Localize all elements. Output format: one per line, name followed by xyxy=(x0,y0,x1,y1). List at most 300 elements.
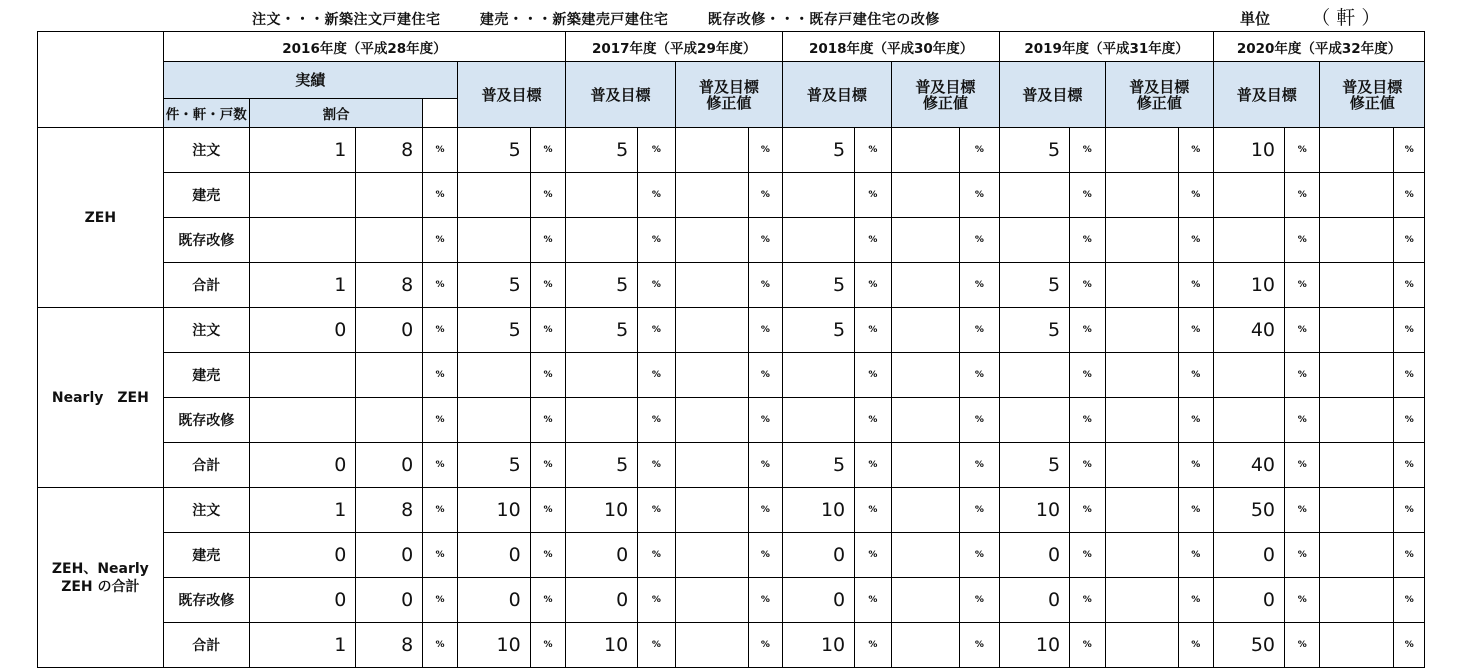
percent-symbol: % xyxy=(1070,533,1105,578)
fukyu-header: 普及目標 xyxy=(457,62,565,128)
shusei-header-line1: 普及目標 xyxy=(915,77,976,96)
percent-symbol: % xyxy=(959,128,1000,173)
row-label: 注文 xyxy=(163,308,249,353)
shusei-header xyxy=(675,62,782,128)
jisseki-header: 実績 xyxy=(163,62,457,99)
revised-2020-cell xyxy=(1320,488,1394,533)
target-2020-cell: 50 xyxy=(1214,488,1285,533)
unit-indicator xyxy=(1240,3,1380,30)
revised-2019-cell xyxy=(1105,353,1178,398)
revised-2020-cell xyxy=(1320,263,1394,308)
group-label: ZEH、Nearly ZEH の合計 xyxy=(38,488,164,668)
percent-symbol: % xyxy=(855,263,892,308)
row-label: 注文 xyxy=(163,488,249,533)
count-cell xyxy=(249,353,355,398)
revised-2017-cell xyxy=(675,488,748,533)
percent-symbol: % xyxy=(959,623,1000,668)
percent-symbol: % xyxy=(959,353,1000,398)
percent-symbol: % xyxy=(1178,218,1213,263)
ratio-cell: 0 xyxy=(356,533,423,578)
percent-symbol: % xyxy=(423,263,457,308)
percent-symbol: % xyxy=(423,578,457,623)
revised-2018-cell xyxy=(891,218,959,263)
target-2018-cell xyxy=(783,173,855,218)
percent-symbol: % xyxy=(1070,623,1105,668)
target-2017-cell: 0 xyxy=(566,533,638,578)
percent-symbol: % xyxy=(530,218,565,263)
target-2018-cell: 10 xyxy=(783,488,855,533)
shusei-header xyxy=(1320,62,1425,128)
percent-symbol: % xyxy=(855,488,892,533)
count-cell: 1 xyxy=(249,128,355,173)
percent-symbol: % xyxy=(638,623,676,668)
zeh-target-table xyxy=(37,31,1425,668)
row-label: 既存改修 xyxy=(163,218,249,263)
row-label: 合計 xyxy=(163,623,249,668)
percent-symbol: % xyxy=(530,398,565,443)
revised-2018-cell xyxy=(891,488,959,533)
table-row xyxy=(38,488,1425,533)
percent-symbol: % xyxy=(638,308,676,353)
target-2020-cell: 40 xyxy=(1214,443,1285,488)
percent-symbol: % xyxy=(1394,263,1425,308)
percent-symbol: % xyxy=(1394,173,1425,218)
table-row xyxy=(38,443,1425,488)
target-2018-cell xyxy=(783,353,855,398)
row-label: 建売 xyxy=(163,353,249,398)
target-2019-cell: 5 xyxy=(1000,443,1070,488)
revised-2019-cell xyxy=(1105,443,1178,488)
percent-symbol: % xyxy=(1070,443,1105,488)
percent-symbol: % xyxy=(748,218,782,263)
target-2016-cell: 5 xyxy=(457,263,530,308)
revised-2020-cell xyxy=(1320,128,1394,173)
percent-symbol: % xyxy=(423,623,457,668)
revised-2019-cell xyxy=(1105,173,1178,218)
percent-symbol: % xyxy=(1285,128,1320,173)
target-2017-cell: 5 xyxy=(566,308,638,353)
target-2020-cell xyxy=(1214,218,1285,263)
percent-symbol: % xyxy=(1285,218,1320,263)
percent-symbol: % xyxy=(1070,353,1105,398)
revised-2017-cell xyxy=(675,533,748,578)
revised-2019-cell xyxy=(1105,533,1178,578)
target-2016-cell xyxy=(457,353,530,398)
count-cell xyxy=(249,218,355,263)
legend-kison: 既存改修・・・既存戸建住宅の改修 xyxy=(707,12,940,28)
target-2017-cell xyxy=(566,398,638,443)
revised-2018-cell xyxy=(891,173,959,218)
target-2018-cell: 10 xyxy=(783,623,855,668)
percent-symbol: % xyxy=(1070,218,1105,263)
percent-symbol: % xyxy=(1285,353,1320,398)
ratio-cell xyxy=(356,353,423,398)
ratio-cell: 8 xyxy=(356,623,423,668)
percent-symbol: % xyxy=(855,623,892,668)
percent-symbol: % xyxy=(1394,533,1425,578)
year-header: 2018年度（平成30年度） xyxy=(783,32,1000,62)
legend xyxy=(252,9,974,29)
target-2017-cell xyxy=(566,353,638,398)
percent-symbol: % xyxy=(423,353,457,398)
percent-symbol: % xyxy=(423,308,457,353)
percent-symbol: % xyxy=(1070,128,1105,173)
percent-symbol: % xyxy=(959,218,1000,263)
table-row xyxy=(38,353,1425,398)
target-2017-cell: 10 xyxy=(566,488,638,533)
percent-symbol: % xyxy=(959,488,1000,533)
percent-symbol: % xyxy=(959,398,1000,443)
revised-2019-cell xyxy=(1105,488,1178,533)
count-cell: 1 xyxy=(249,263,355,308)
target-2019-cell xyxy=(1000,353,1070,398)
row-label: 注文 xyxy=(163,128,249,173)
target-2020-cell: 10 xyxy=(1214,128,1285,173)
target-2019-cell xyxy=(1000,173,1070,218)
row-label: 建売 xyxy=(163,533,249,578)
row-label: 合計 xyxy=(163,263,249,308)
shusei-header-line2: 修正値 xyxy=(1136,93,1182,112)
percent-symbol: % xyxy=(959,308,1000,353)
target-2017-cell: 5 xyxy=(566,443,638,488)
unit-value: （ 軒 ） xyxy=(1311,7,1381,29)
percent-symbol: % xyxy=(855,398,892,443)
table-row xyxy=(38,578,1425,623)
revised-2020-cell xyxy=(1320,533,1394,578)
revised-2018-cell xyxy=(891,578,959,623)
target-2020-cell: 40 xyxy=(1214,308,1285,353)
target-2018-cell: 5 xyxy=(783,443,855,488)
revised-2018-cell xyxy=(891,623,959,668)
percent-symbol: % xyxy=(530,623,565,668)
percent-symbol: % xyxy=(1394,218,1425,263)
revised-2017-cell xyxy=(675,398,748,443)
revised-2020-cell xyxy=(1320,218,1394,263)
count-cell: 0 xyxy=(249,308,355,353)
count-cell: 0 xyxy=(249,443,355,488)
percent-symbol: % xyxy=(638,578,676,623)
percent-symbol: % xyxy=(530,353,565,398)
percent-symbol: % xyxy=(1178,533,1213,578)
percent-symbol: % xyxy=(638,173,676,218)
fukyu-header: 普及目標 xyxy=(1214,62,1320,128)
percent-symbol: % xyxy=(959,578,1000,623)
percent-symbol: % xyxy=(638,353,676,398)
percent-symbol: % xyxy=(1394,488,1425,533)
percent-symbol: % xyxy=(1070,398,1105,443)
count-cell: 1 xyxy=(249,623,355,668)
target-2019-cell: 10 xyxy=(1000,623,1070,668)
revised-2018-cell xyxy=(891,398,959,443)
percent-symbol: % xyxy=(748,488,782,533)
percent-symbol: % xyxy=(1394,443,1425,488)
target-2016-cell xyxy=(457,218,530,263)
year-header-row xyxy=(38,32,1425,62)
percent-symbol: % xyxy=(1178,398,1213,443)
ratio-cell xyxy=(356,218,423,263)
percent-symbol: % xyxy=(1178,578,1213,623)
revised-2017-cell xyxy=(675,128,748,173)
target-2017-cell: 10 xyxy=(566,623,638,668)
percent-symbol: % xyxy=(855,353,892,398)
percent-symbol: % xyxy=(1178,308,1213,353)
percent-symbol: % xyxy=(1285,623,1320,668)
corner-cell xyxy=(38,32,164,128)
table-row xyxy=(38,308,1425,353)
legend-chumon: 注文・・・新築注文戸建住宅 xyxy=(252,12,441,28)
percent-symbol: % xyxy=(1285,308,1320,353)
revised-2019-cell xyxy=(1105,623,1178,668)
target-2019-cell: 0 xyxy=(1000,578,1070,623)
target-2017-cell: 5 xyxy=(566,263,638,308)
percent-symbol: % xyxy=(423,443,457,488)
percent-symbol: % xyxy=(423,173,457,218)
count-cell xyxy=(249,173,355,218)
revised-2017-cell xyxy=(675,443,748,488)
count-cell xyxy=(249,398,355,443)
target-2018-cell: 0 xyxy=(783,578,855,623)
target-2016-cell xyxy=(457,173,530,218)
group-label: Nearly ZEH xyxy=(38,308,164,488)
percent-symbol: % xyxy=(1178,623,1213,668)
count-cell: 0 xyxy=(249,533,355,578)
target-2016-cell: 10 xyxy=(457,623,530,668)
table-row xyxy=(38,173,1425,218)
target-2016-cell: 5 xyxy=(457,308,530,353)
revised-2019-cell xyxy=(1105,263,1178,308)
table-row xyxy=(38,398,1425,443)
count-cell: 0 xyxy=(249,578,355,623)
percent-symbol: % xyxy=(748,128,782,173)
percent-symbol: % xyxy=(638,443,676,488)
revised-2018-cell xyxy=(891,308,959,353)
percent-symbol: % xyxy=(1070,173,1105,218)
table-row xyxy=(38,533,1425,578)
revised-2017-cell xyxy=(675,578,748,623)
target-2020-cell: 0 xyxy=(1214,578,1285,623)
fukyu-header: 普及目標 xyxy=(783,62,891,128)
revised-2020-cell xyxy=(1320,308,1394,353)
percent-symbol: % xyxy=(855,308,892,353)
percent-symbol: % xyxy=(1394,308,1425,353)
revised-2020-cell xyxy=(1320,443,1394,488)
target-2017-cell: 0 xyxy=(566,578,638,623)
target-2018-cell xyxy=(783,398,855,443)
revised-2017-cell xyxy=(675,308,748,353)
percent-symbol: % xyxy=(748,623,782,668)
percent-symbol: % xyxy=(530,173,565,218)
revised-2018-cell xyxy=(891,128,959,173)
target-2019-cell: 0 xyxy=(1000,533,1070,578)
percent-symbol: % xyxy=(423,128,457,173)
target-2018-cell xyxy=(783,218,855,263)
target-2019-cell xyxy=(1000,398,1070,443)
table-row xyxy=(38,623,1425,668)
percent-symbol: % xyxy=(855,218,892,263)
revised-2020-cell xyxy=(1320,578,1394,623)
target-2020-cell xyxy=(1214,173,1285,218)
percent-symbol: % xyxy=(530,533,565,578)
percent-symbol: % xyxy=(638,218,676,263)
target-2019-cell xyxy=(1000,218,1070,263)
revised-2020-cell xyxy=(1320,353,1394,398)
percent-symbol: % xyxy=(1285,488,1320,533)
percent-symbol: % xyxy=(1285,398,1320,443)
percent-symbol: % xyxy=(1394,578,1425,623)
percent-symbol: % xyxy=(1285,173,1320,218)
target-2016-cell: 5 xyxy=(457,443,530,488)
percent-symbol: % xyxy=(1394,128,1425,173)
target-2016-cell: 10 xyxy=(457,488,530,533)
shusei-header xyxy=(1105,62,1213,128)
percent-symbol: % xyxy=(530,128,565,173)
target-2016-cell: 5 xyxy=(457,128,530,173)
shusei-header-line1: 普及目標 xyxy=(698,77,759,96)
percent-symbol: % xyxy=(748,308,782,353)
target-2020-cell xyxy=(1214,398,1285,443)
target-2016-cell xyxy=(457,398,530,443)
revised-2017-cell xyxy=(675,263,748,308)
percent-symbol: % xyxy=(1178,488,1213,533)
revised-2019-cell xyxy=(1105,128,1178,173)
table-row xyxy=(38,263,1425,308)
target-2020-cell: 50 xyxy=(1214,623,1285,668)
target-2018-cell: 5 xyxy=(783,128,855,173)
percent-symbol: % xyxy=(423,398,457,443)
percent-symbol: % xyxy=(1070,263,1105,308)
revised-2019-cell xyxy=(1105,578,1178,623)
percent-symbol: % xyxy=(748,533,782,578)
target-2016-cell: 0 xyxy=(457,533,530,578)
fukyu-header: 普及目標 xyxy=(1000,62,1105,128)
percent-symbol: % xyxy=(1394,353,1425,398)
revised-2018-cell xyxy=(891,533,959,578)
percent-symbol: % xyxy=(959,443,1000,488)
table-row xyxy=(38,218,1425,263)
ratio-cell: 0 xyxy=(356,578,423,623)
percent-symbol: % xyxy=(1285,533,1320,578)
target-2018-cell: 5 xyxy=(783,263,855,308)
revised-2020-cell xyxy=(1320,623,1394,668)
percent-symbol: % xyxy=(855,173,892,218)
percent-symbol: % xyxy=(530,578,565,623)
row-label: 合計 xyxy=(163,443,249,488)
ratio-cell xyxy=(356,398,423,443)
percent-symbol: % xyxy=(748,398,782,443)
fukyu-header: 普及目標 xyxy=(566,62,675,128)
percent-symbol: % xyxy=(423,218,457,263)
revised-2017-cell xyxy=(675,353,748,398)
percent-symbol: % xyxy=(530,488,565,533)
percent-symbol: % xyxy=(1178,173,1213,218)
target-2020-cell: 0 xyxy=(1214,533,1285,578)
revised-2017-cell xyxy=(675,218,748,263)
target-2019-cell: 5 xyxy=(1000,128,1070,173)
percent-symbol: % xyxy=(1394,398,1425,443)
ratio-cell: 8 xyxy=(356,263,423,308)
percent-symbol: % xyxy=(959,173,1000,218)
year-header: 2019年度（平成31年度） xyxy=(1000,32,1214,62)
ratio-cell: 0 xyxy=(356,308,423,353)
revised-2018-cell xyxy=(891,443,959,488)
percent-symbol: % xyxy=(530,263,565,308)
shusei-header-line2: 修正値 xyxy=(922,93,968,112)
ratio-cell: 0 xyxy=(356,443,423,488)
ratio-cell xyxy=(356,173,423,218)
percent-symbol: % xyxy=(638,128,676,173)
shusei-header-line2: 修正値 xyxy=(1349,93,1395,112)
revised-2019-cell xyxy=(1105,218,1178,263)
revised-2020-cell xyxy=(1320,398,1394,443)
percent-symbol: % xyxy=(1070,308,1105,353)
row-label: 既存改修 xyxy=(163,578,249,623)
column-header-row xyxy=(38,62,1425,99)
percent-symbol: % xyxy=(1070,488,1105,533)
table-row xyxy=(38,128,1425,173)
percent-symbol: % xyxy=(1285,578,1320,623)
target-2019-cell: 5 xyxy=(1000,263,1070,308)
percent-symbol: % xyxy=(638,398,676,443)
revised-2018-cell xyxy=(891,353,959,398)
percent-symbol: % xyxy=(1394,623,1425,668)
target-2017-cell xyxy=(566,218,638,263)
revised-2017-cell xyxy=(675,173,748,218)
percent-symbol: % xyxy=(855,443,892,488)
target-2020-cell: 10 xyxy=(1214,263,1285,308)
percent-symbol: % xyxy=(959,263,1000,308)
revised-2017-cell xyxy=(675,623,748,668)
shusei-header-line2: 修正値 xyxy=(706,93,752,112)
row-label: 建売 xyxy=(163,173,249,218)
percent-symbol: % xyxy=(638,533,676,578)
year-header: 2020年度（平成32年度） xyxy=(1214,32,1425,62)
percent-symbol: % xyxy=(855,128,892,173)
year-header: 2017年度（平成29年度） xyxy=(566,32,783,62)
target-2020-cell xyxy=(1214,353,1285,398)
target-2018-cell: 0 xyxy=(783,533,855,578)
revised-2018-cell xyxy=(891,263,959,308)
legend-tateuri: 建売・・・新築建売戸建住宅 xyxy=(479,12,669,28)
ratio-cell: 8 xyxy=(356,488,423,533)
target-2018-cell: 5 xyxy=(783,308,855,353)
percent-symbol: % xyxy=(638,263,676,308)
target-2019-cell: 10 xyxy=(1000,488,1070,533)
year-2016-header: 2016年度（平成28年度） xyxy=(163,32,565,62)
count-header: 件・軒・戸数 xyxy=(163,99,249,128)
percent-symbol: % xyxy=(1285,443,1320,488)
row-label: 既存改修 xyxy=(163,398,249,443)
percent-symbol: % xyxy=(748,353,782,398)
shusei-header xyxy=(891,62,999,128)
percent-symbol: % xyxy=(530,443,565,488)
ratio-cell: 8 xyxy=(356,128,423,173)
percent-symbol: % xyxy=(748,578,782,623)
percent-symbol: % xyxy=(530,308,565,353)
percent-symbol: % xyxy=(748,443,782,488)
revised-2020-cell xyxy=(1320,173,1394,218)
percent-symbol: % xyxy=(423,533,457,578)
count-cell: 1 xyxy=(249,488,355,533)
percent-symbol: % xyxy=(1070,578,1105,623)
shusei-header-line1: 普及目標 xyxy=(1129,77,1190,96)
target-2017-cell xyxy=(566,173,638,218)
target-2016-cell: 0 xyxy=(457,578,530,623)
group-label: ZEH xyxy=(38,128,164,308)
percent-symbol: % xyxy=(423,488,457,533)
target-2017-cell: 5 xyxy=(566,128,638,173)
target-2019-cell: 5 xyxy=(1000,308,1070,353)
ratio-header: 割合 xyxy=(249,99,422,128)
